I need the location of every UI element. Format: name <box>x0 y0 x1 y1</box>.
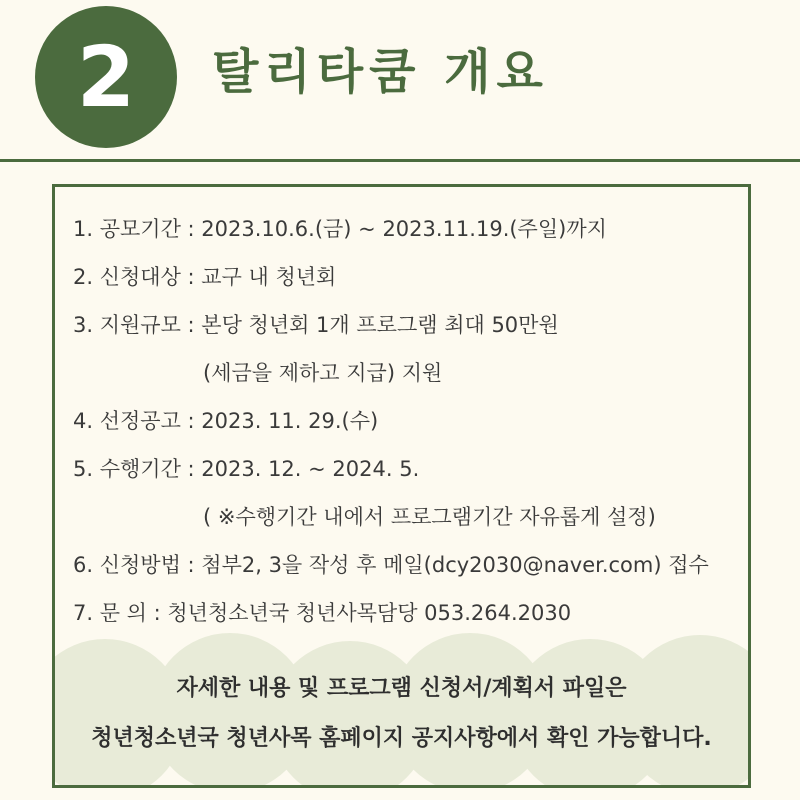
list-item-support: 3. 지원규모 : 본당 청년회 1개 프로그램 최대 50만원 <box>73 313 559 337</box>
header <box>0 0 800 160</box>
overview-box <box>52 184 751 788</box>
header-divider <box>0 159 800 162</box>
list-item-execution: 5. 수행기간 : 2023. 12. ~ 2024. 5. <box>73 457 420 481</box>
notice-text <box>55 664 748 764</box>
section-number-badge <box>35 6 177 148</box>
overview-list <box>73 209 738 641</box>
notice-line: 자세한 내용 및 프로그램 신청서/계획서 파일은 <box>176 676 627 701</box>
list-item-contact: 7. 문 의 : 청년청소년국 청년사목담당 053.264.2030 <box>73 601 572 625</box>
list-item-execution-note: ( ※수행기간 내에서 프로그램기간 자유롭게 설정) <box>203 505 656 529</box>
list-item-announcement: 4. 선정공고 : 2023. 11. 29.(수) <box>73 409 379 433</box>
section-number: 2 <box>76 28 136 126</box>
page-title: 탈리타쿰 개요 <box>212 44 549 100</box>
list-item-target: 2. 신청대상 : 교구 내 청년회 <box>73 265 337 289</box>
list-item-support-note: (세금을 제하고 지급) 지원 <box>203 361 443 385</box>
notice-line: 청년청소년국 청년사목 홈페이지 공지사항에서 확인 가능합니다. <box>91 726 712 751</box>
list-item-period: 1. 공모기간 : 2023.10.6.(금) ~ 2023.11.19.(주일)까지 <box>73 217 607 241</box>
list-item-method: 6. 신청방법 : 첨부2, 3을 작성 후 메일(dcy2030@naver.com) 접수 <box>73 553 709 577</box>
